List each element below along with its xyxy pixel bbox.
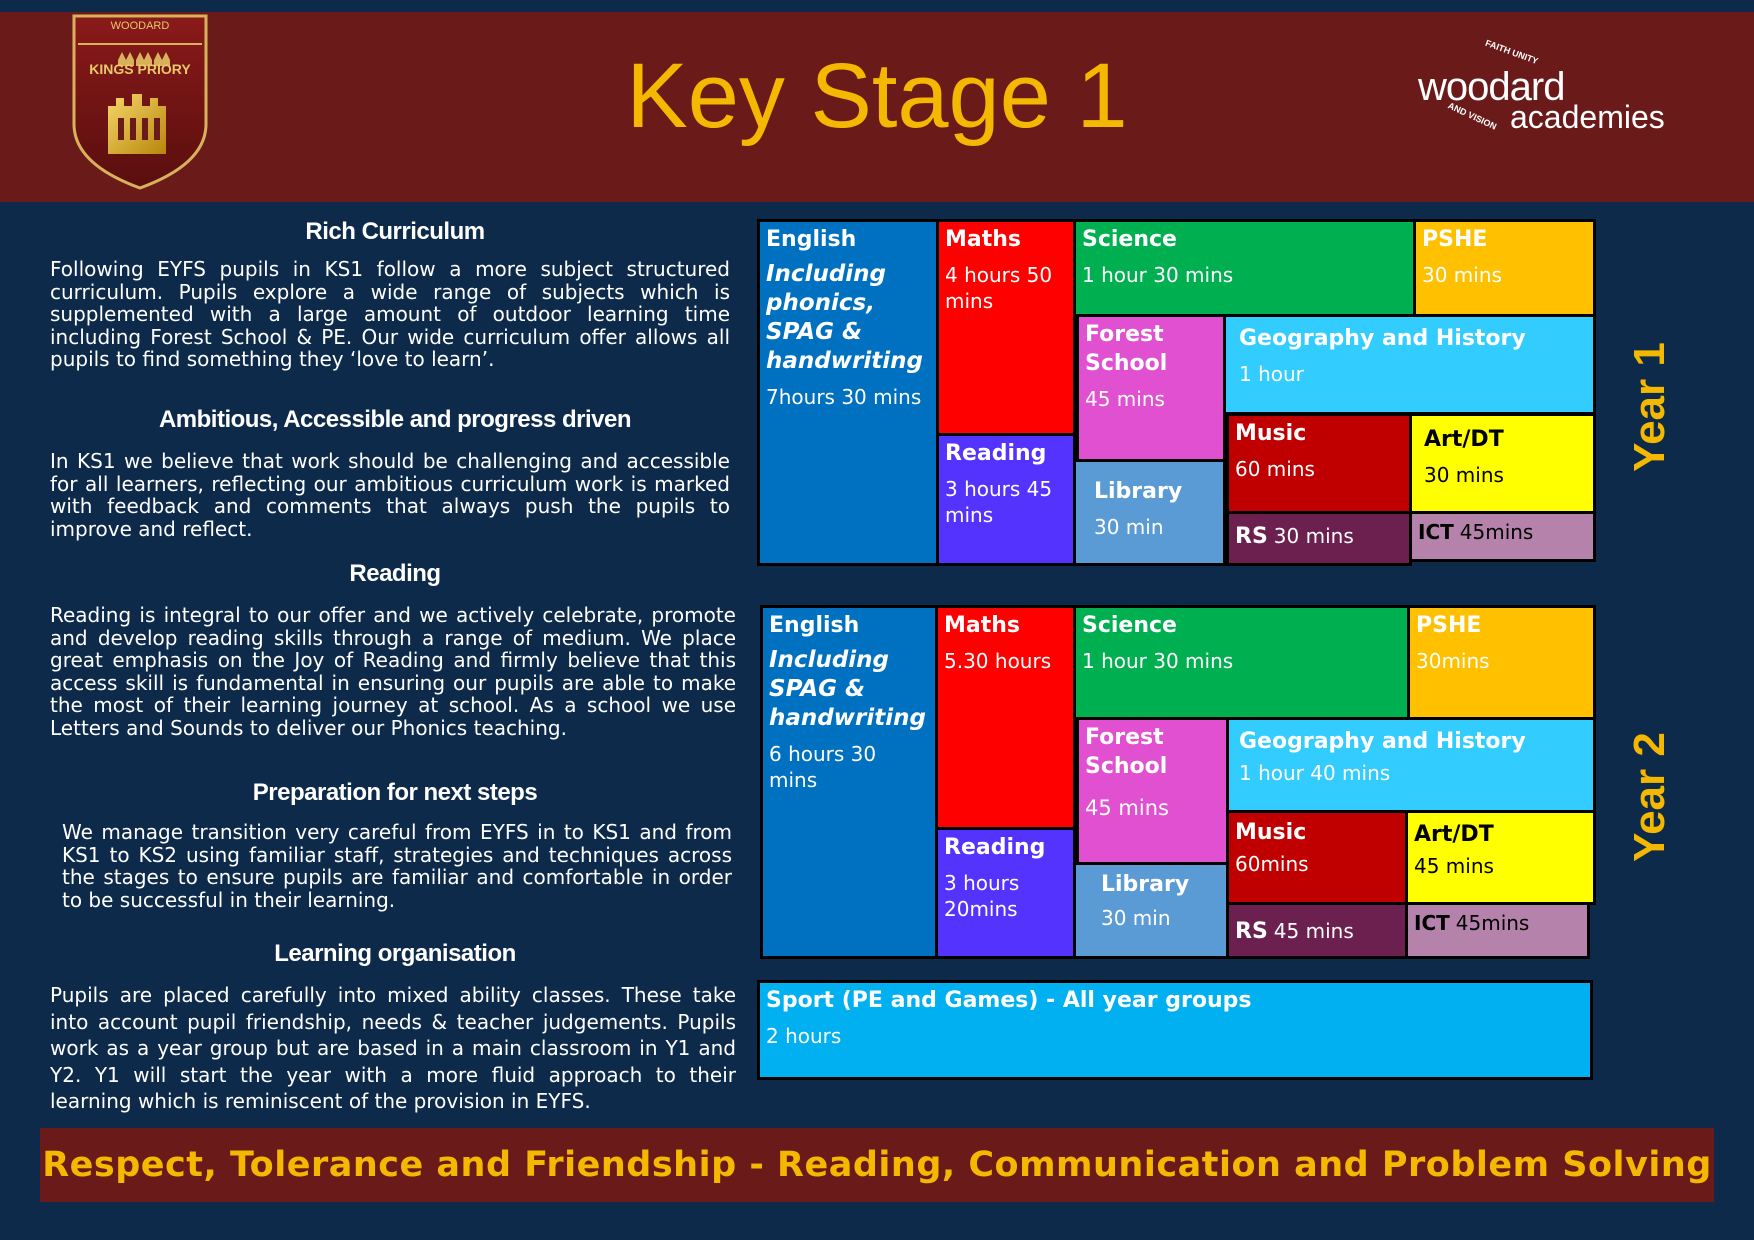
tile-time: 4 hours 50 mins	[945, 263, 1053, 313]
tile-name: PSHE	[1422, 227, 1488, 252]
tile-y1-english	[757, 219, 939, 566]
tile-y2-library	[1073, 862, 1229, 959]
section-text: In KS1 we believe that work should be challenging and accessible for all learners, reflecting our ambitious curriculum work is marked with feedback and comments that always push the pupils to improve and reflect.	[50, 449, 730, 541]
tile-time: 60 mins	[1235, 457, 1315, 481]
tile-name: Art/DT	[1414, 822, 1494, 847]
tile-y2-science	[1073, 605, 1410, 720]
tile-subtitle: Including phonics, SPAG & handwriting	[766, 261, 923, 374]
tile-time: 6 hours 30 mins	[769, 742, 877, 792]
tile-time: 1 hour 30 mins	[1082, 263, 1234, 287]
tile-time: 30 min	[1101, 906, 1171, 930]
tile-name: Art/DT	[1424, 427, 1504, 452]
tile-y1-ict	[1409, 511, 1596, 562]
tile-name: Geography and History	[1239, 326, 1526, 351]
tile-name: PSHE	[1416, 613, 1482, 638]
tile-y2-ict	[1405, 902, 1590, 959]
tile-name: English	[766, 227, 857, 252]
tile-name: ICT	[1414, 911, 1450, 935]
tile-y2-english	[760, 605, 938, 959]
section-heading: Learning organisation	[274, 940, 516, 967]
tile-time: 30 mins	[1273, 524, 1354, 548]
tile-name: Music	[1235, 820, 1307, 845]
woodard-academies-logo	[1410, 37, 1680, 145]
section-text: We manage transition very careful from EYFS in to KS1 and from KS1 to KS2 using familiar staff, strategies and techniques across the stages to ensure pupils are familiar and comfortable in order to be successful in their learning.	[62, 820, 732, 912]
tile-time: 2 hours	[766, 1024, 842, 1048]
tile-time: 30mins	[1416, 649, 1490, 673]
tile-y1-library	[1073, 459, 1226, 566]
crest-school-name: KINGS PRIORY	[89, 61, 191, 77]
tile-time: 60mins	[1235, 852, 1309, 876]
tile-name: Music	[1235, 421, 1307, 446]
logo-arc-bottom: AND VISION	[1446, 100, 1499, 132]
tile-time: 3 hours 45 mins	[945, 477, 1053, 527]
section-text: Pupils are placed carefully into mixed ability classes. These take into account pupil friendship, needs & teacher judgements. Pupils work as a year group but are based in a main classroom in Y1 and Y2. Y1 will start the year with a more fluid approach to their learning which is reminiscent of the provision in EYFS.	[50, 983, 736, 1113]
logo-name-top: woodard	[1418, 65, 1565, 109]
tile-name: English	[769, 613, 860, 638]
crest-top-text: WOODARD	[110, 20, 170, 32]
tile-time: 30 mins	[1424, 463, 1504, 487]
tile-y2-geography-history	[1226, 717, 1596, 813]
tile-time: 45 mins	[1085, 796, 1169, 820]
logo-arc-top: FAITH UNITY	[1483, 37, 1540, 67]
tile-y1-music	[1226, 413, 1412, 514]
tile-y1-art-dt	[1409, 413, 1596, 514]
tile-name: Maths	[944, 613, 1021, 638]
section-heading: Preparation for next steps	[252, 779, 538, 806]
tile-time: 1 hour 30 mins	[1082, 649, 1234, 673]
tile-subtitle: Including SPAG & handwriting	[769, 647, 926, 731]
section-preparation	[50, 779, 740, 911]
tile-y1-rs	[1226, 511, 1412, 566]
tile-y1-maths	[936, 219, 1076, 436]
tile-name: Forest School	[1085, 322, 1168, 376]
tile-time: 1 hour 40 mins	[1239, 761, 1391, 785]
tile-time: 7hours 30 mins	[766, 385, 922, 409]
section-heading: Reading	[349, 560, 441, 587]
tile-name: RS	[1235, 919, 1268, 944]
tile-name: Science	[1082, 227, 1177, 252]
tile-name: Geography and History	[1239, 729, 1526, 754]
tile-y1-forest-school	[1076, 314, 1226, 462]
tile-y1-geography-history	[1223, 314, 1596, 415]
tile-name: Science	[1082, 613, 1177, 638]
tile-name: Reading	[944, 835, 1046, 860]
tile-name: Reading	[945, 441, 1047, 466]
tile-y2-reading	[935, 827, 1076, 959]
section-reading	[50, 560, 740, 739]
tile-y2-art-dt	[1405, 810, 1596, 905]
tile-name: Forest School	[1085, 725, 1168, 779]
tile-time: 45 mins	[1085, 387, 1165, 411]
footer-values-banner: Respect, Tolerance and Friendship - Reading, Communication and Problem Solving	[40, 1128, 1714, 1202]
tile-time: 45 mins	[1273, 919, 1354, 943]
page-title: Key Stage 1	[626, 45, 1128, 147]
tile-time: 45mins	[1459, 520, 1534, 544]
tile-y2-forest-school	[1076, 717, 1229, 865]
tile-name: Maths	[945, 227, 1022, 252]
tile-name: Library	[1101, 872, 1190, 897]
tile-name: Library	[1094, 479, 1183, 504]
tile-time: 45 mins	[1414, 854, 1494, 878]
tile-y1-reading	[936, 433, 1076, 566]
section-ambitious	[50, 406, 740, 540]
tile-name: RS	[1235, 524, 1268, 549]
tile-time: 1 hour	[1239, 362, 1304, 386]
tile-time: 3 hours 20mins	[944, 871, 1020, 921]
tile-y1-pshe	[1413, 219, 1596, 317]
tile-time: 45mins	[1455, 911, 1530, 935]
section-text: Reading is integral to our offer and we actively celebrate, promote and develop reading skills through a range of medium. We place great emphasis on the Joy of Reading and firmly believe that this access skill is fundamental in ensuring our pupils are able to make the most of their learning journey at school. As a school we use Letters and Sounds to deliver our Phonics teaching.	[50, 603, 736, 740]
section-text: Following EYFS pupils in KS1 follow a more subject structured curriculum. Pupils explore a wide range of subjects which is supplemented with a large amount of outdoor learning time including Forest School & PE. Our wide curriculum offer allows all pupils to find something they ‘love to learn’.	[50, 257, 730, 371]
tile-sport	[757, 980, 1593, 1080]
tile-y2-maths	[935, 605, 1076, 830]
section-heading: Rich Curriculum	[305, 218, 485, 245]
tile-time: 5.30 hours	[944, 649, 1052, 673]
year-1-label: Year 1	[1625, 342, 1674, 472]
section-learning-organisation	[50, 940, 740, 1115]
tile-y1-science	[1073, 219, 1416, 317]
tile-time: 30 mins	[1422, 263, 1502, 287]
tile-name: Sport (PE and Games) - All year groups	[766, 988, 1252, 1013]
year-2-label: Year 2	[1625, 732, 1674, 862]
tile-y2-music	[1226, 810, 1408, 905]
tile-name: ICT	[1418, 520, 1454, 544]
tile-y2-rs	[1226, 902, 1408, 959]
tile-time: 30 min	[1094, 515, 1164, 539]
logo-name-bottom: academies	[1510, 99, 1665, 135]
section-heading: Ambitious, Accessible and progress driven	[158, 406, 632, 433]
section-rich-curriculum	[50, 218, 740, 371]
tile-y2-pshe	[1407, 605, 1596, 720]
